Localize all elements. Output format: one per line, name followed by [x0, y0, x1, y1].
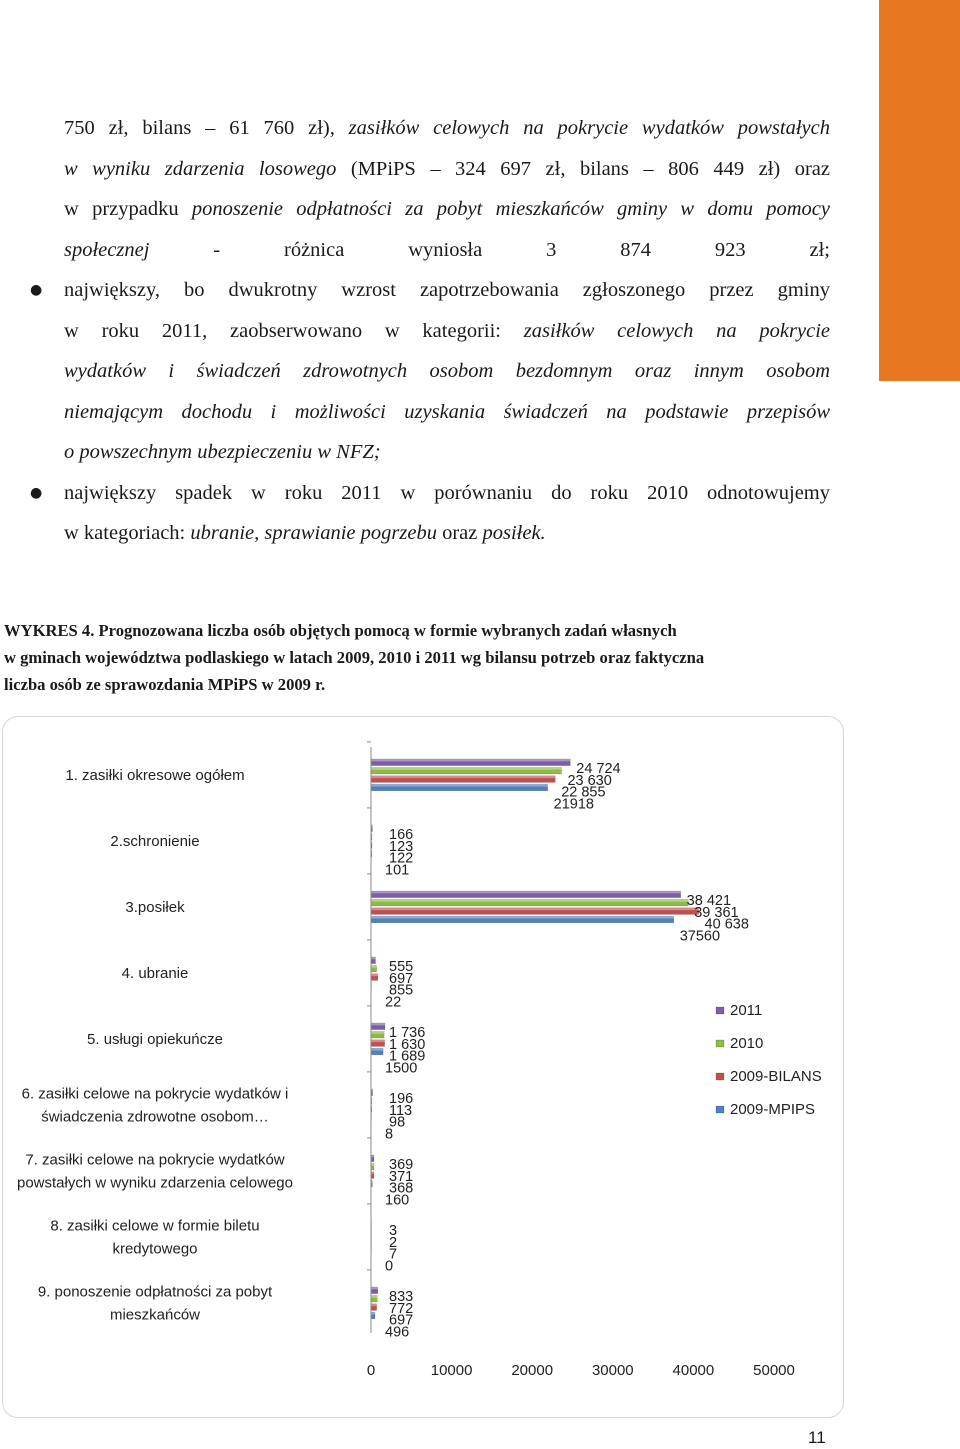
data-label: 123	[389, 838, 414, 855]
text-line	[64, 311, 830, 352]
legend-swatch-2009-bilans	[716, 1073, 724, 1080]
italic-text: ubranie, sprawianie pogrzebu	[190, 522, 437, 544]
caption-line-1: Prognozowana liczba osób objętych pomocą w formie wybranych zadań własnych	[94, 621, 677, 640]
page-number: 11	[808, 1428, 826, 1447]
category-label: kredytowego	[112, 1240, 198, 1258]
bar-highlight	[371, 1287, 378, 1289]
bullet-item-2	[30, 473, 830, 554]
data-label: 7	[389, 1246, 398, 1263]
text-run: największy spadek w roku 2011 w porównaniu do roku 2010 odnotowujemy	[64, 481, 830, 504]
bar-highlight	[371, 1023, 385, 1025]
data-label: 113	[389, 1102, 413, 1119]
category-label: 2.schronienie	[110, 832, 200, 850]
data-label: 496	[385, 1324, 410, 1341]
data-label: 2	[389, 1234, 398, 1251]
data-label: 22 855	[561, 784, 606, 801]
category-label: mieszkańców	[109, 1306, 201, 1324]
italic-text: zasiłków celowych na pokrycie	[523, 319, 830, 342]
italic-text: ponoszenie odpłatności za pobyt mieszkańców gminy w domu pomocy	[191, 198, 830, 220]
italic-text: w wyniku zdarzenia losowego	[64, 157, 337, 180]
data-label: 369	[389, 1157, 414, 1173]
bar-highlight	[371, 916, 674, 918]
category-label: 7. zasiłki celowe na pokrycie wydatków	[25, 1151, 285, 1169]
data-label: 855	[389, 982, 414, 999]
text-line	[64, 392, 830, 433]
paragraph	[64, 108, 830, 270]
x-tick-label: 30000	[591, 1362, 634, 1379]
text-run: - różnica wyniosła 3 874 923 zł;	[149, 238, 830, 261]
text-line	[64, 189, 830, 230]
text-line	[64, 230, 830, 271]
data-label: 98	[389, 1114, 406, 1131]
bar-highlight	[371, 891, 681, 893]
data-label: 101	[385, 862, 410, 879]
data-label: 1 736	[389, 1025, 426, 1041]
data-label: 1 630	[389, 1036, 426, 1053]
italic-text: wydatków i świadczeń zdrowotnych osobom bezdomnym oraz innym osobom	[64, 360, 830, 382]
data-label: 122	[389, 850, 414, 867]
x-tick-label: 0	[366, 1362, 376, 1379]
bar-highlight	[371, 908, 699, 910]
data-label: 160	[385, 1192, 410, 1209]
italic-text: społecznej	[64, 238, 150, 261]
category-label: świadczenia zdrowotne osobom…	[41, 1108, 269, 1126]
chart-frame	[2, 716, 844, 1418]
legend-swatch-2011	[716, 1007, 724, 1014]
bullet-dot-icon: ●	[30, 484, 43, 501]
bar-highlight	[371, 776, 555, 778]
category-label: 6. zasiłki celowe na pokrycie wydatków i	[21, 1085, 289, 1103]
data-label: 38 421	[686, 893, 732, 909]
data-label: 1 689	[389, 1048, 426, 1065]
bar-highlight	[371, 1031, 384, 1033]
bullet-dot-icon: ●	[30, 282, 43, 298]
text-line	[64, 149, 830, 190]
x-tick-label: 10000	[430, 1362, 473, 1379]
data-label: 555	[389, 959, 414, 975]
data-label: 23 630	[567, 772, 612, 789]
text-line	[64, 351, 830, 392]
text-line	[30, 473, 830, 514]
data-label: 196	[389, 1091, 414, 1107]
bar-highlight	[371, 767, 561, 769]
text-run: w roku 2011, zaobserwowano w kategorii:	[64, 319, 524, 342]
data-label: 368	[389, 1180, 414, 1197]
bar-highlight	[371, 974, 378, 976]
category-label: powstałych w wyniku zdarzenia celowego	[17, 1174, 293, 1192]
x-tick-label: 50000	[753, 1362, 795, 1379]
italic-text: o powszechnym ubezpieczeniu w NFZ;	[64, 441, 381, 463]
bar-highlight	[371, 784, 548, 786]
caption-label: WYKRES 4.	[4, 621, 95, 640]
body-text	[30, 108, 830, 554]
category-label: 3.posiłek	[125, 898, 185, 916]
legend-swatch-2009-mpips	[716, 1106, 724, 1113]
bar-chart	[3, 717, 843, 1417]
caption-line-3: liczba osób ze sprawozdania MPiPS w 2009 r.	[4, 674, 326, 694]
bar-highlight	[371, 899, 688, 901]
legend-label: 2010	[730, 1035, 764, 1052]
data-label: 39 361	[694, 904, 739, 921]
legend-label: 2009-BILANS	[730, 1068, 822, 1085]
text-run: oraz	[436, 522, 483, 544]
data-label: 37560	[679, 928, 721, 945]
bar-highlight	[371, 759, 570, 761]
data-label: 40 638	[704, 916, 749, 933]
page-edge-tab	[879, 0, 960, 381]
text-run: 750 zł, bilans – 61 760 zł),	[64, 117, 349, 139]
data-label: 166	[389, 827, 414, 843]
data-label: 833	[389, 1289, 414, 1305]
text-run: największy, bo dwukrotny wzrost zapotrzebowania zgłoszonego przez gminy	[64, 279, 830, 301]
italic-text: zasiłków celowych na pokrycie wydatków powstałych	[348, 117, 830, 139]
category-label: 4. ubranie	[121, 964, 189, 982]
bullet-item-1	[30, 270, 830, 473]
legend-label: 2009-MPIPS	[730, 1101, 816, 1118]
italic-text: posiłek.	[482, 522, 546, 544]
category-label: 9. ponoszenie odpłatności za pobyt	[37, 1283, 273, 1301]
bar-highlight	[371, 1304, 377, 1306]
x-tick-label: 20000	[511, 1362, 554, 1379]
bar-highlight	[371, 1312, 375, 1314]
bar-highlight	[371, 1048, 383, 1050]
bar-highlight	[371, 957, 375, 959]
figure-caption	[4, 618, 830, 698]
data-label: 8	[385, 1126, 394, 1143]
italic-text: niemającym dochodu i możliwości uzyskania świadczeń na podstawie przepisów	[64, 400, 830, 423]
data-label: 24 724	[576, 761, 621, 777]
data-label: 3	[389, 1223, 398, 1239]
text-line	[64, 108, 830, 149]
category-label: 5. usługi opiekuńcze	[87, 1030, 223, 1048]
data-label: 697	[389, 970, 414, 987]
caption-line-2: w gminach województwa podlaskiego w latach 2009, 2010 i 2011 wg bilansu potrzeb oraz faktyczna	[4, 647, 705, 667]
category-label: 1. zasiłki okresowe ogółem	[65, 766, 245, 784]
legend-label: 2011	[730, 1002, 763, 1019]
data-label: 1500	[385, 1060, 418, 1077]
data-label: 0	[385, 1258, 394, 1275]
bar-highlight	[371, 1040, 385, 1042]
data-label: 22	[385, 994, 402, 1011]
data-label: 371	[389, 1168, 414, 1185]
x-tick-label: 40000	[672, 1362, 715, 1379]
data-label: 772	[389, 1300, 414, 1317]
category-label: 8. zasiłki celowe w formie biletu	[50, 1217, 260, 1235]
text-line	[64, 513, 830, 554]
text-run: w przypadku	[64, 198, 192, 220]
bar-highlight	[371, 1295, 377, 1297]
text-run: (MPiPS – 324 697 zł, bilans – 806 449 zł) oraz	[336, 157, 830, 180]
text-line	[30, 270, 830, 311]
bar-highlight	[371, 965, 377, 967]
data-label: 21918	[553, 796, 594, 813]
data-label: 697	[389, 1312, 414, 1329]
text-line	[64, 432, 830, 473]
text-run: w kategoriach:	[64, 522, 191, 544]
legend-swatch-2010	[716, 1040, 724, 1047]
